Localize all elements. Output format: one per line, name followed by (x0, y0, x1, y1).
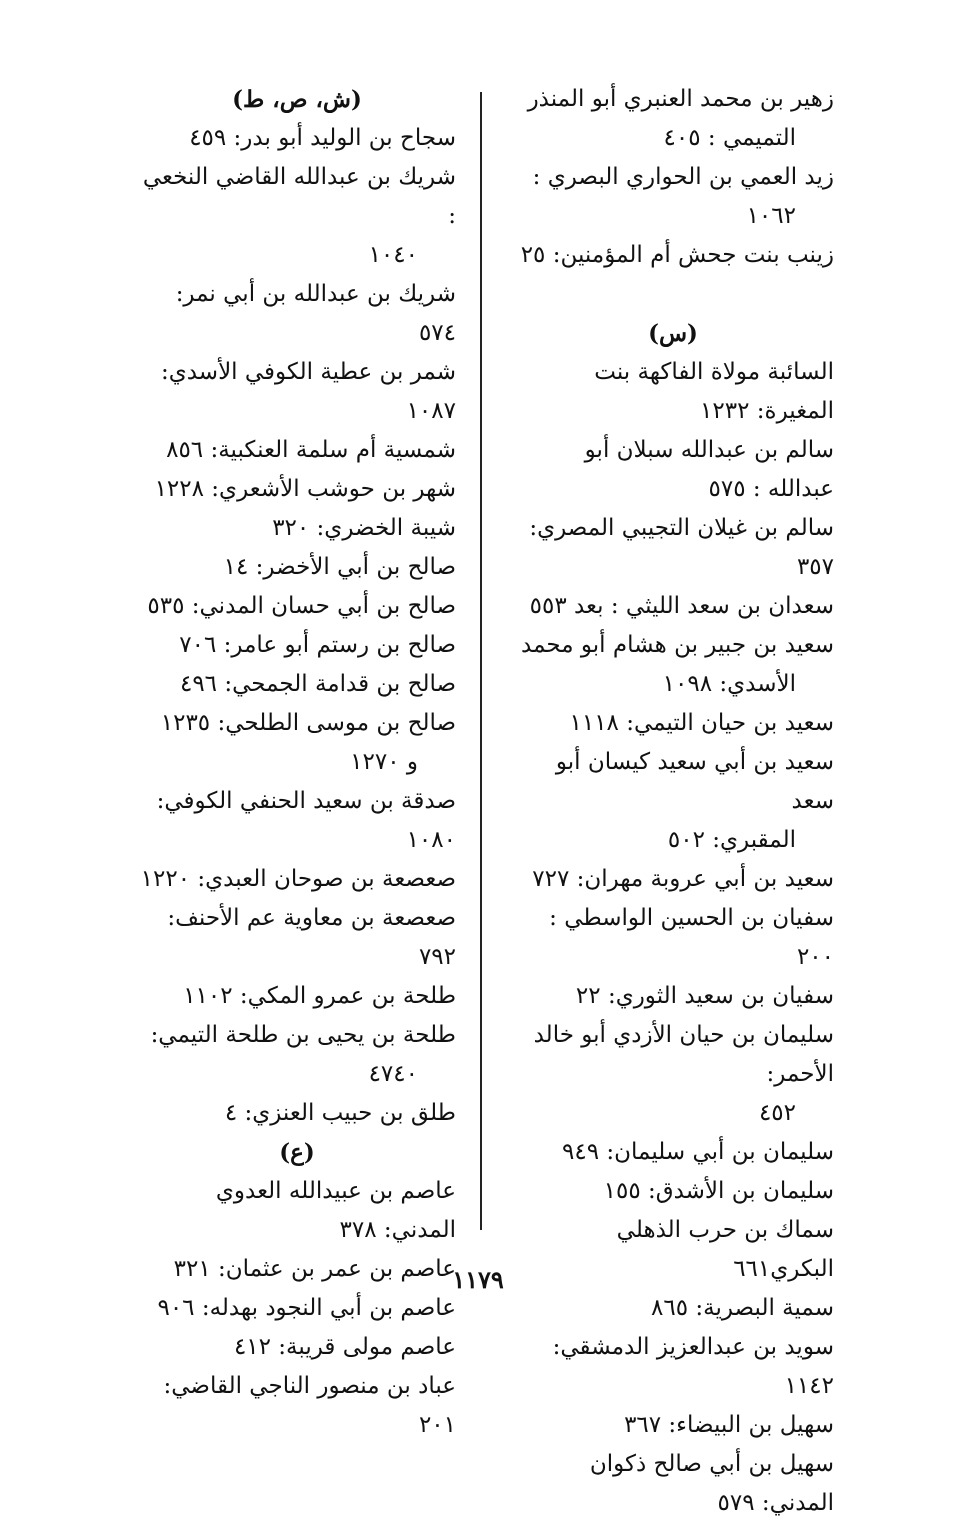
index-entry-text: سالم بن عبدالله سبلان أبو عبدالله : ٥٧٥ (584, 437, 834, 502)
index-entry-text: زيد العمي بن الحواري البصري : (532, 164, 834, 190)
index-entry-text: سعيد بن أبي سعيد كيسان أبو سعد (555, 749, 834, 814)
index-column-right (512, 80, 834, 1523)
index-entry-text: عاصم بن أبي النجود بهدله: ٩٠٦ (157, 1295, 456, 1321)
index-entry-continuation: و ١٢٧٠ (350, 749, 418, 775)
index-entry-text: عاصم بن عمر بن عثمان: ٣٢١ (173, 1256, 456, 1282)
index-entry-text: صالح بن رستم أبو عامر: ٧٠٦ (179, 632, 456, 658)
index-entry-text: سويد بن عبدالعزيز الدمشقي: ١١٤٢ (552, 1334, 834, 1399)
index-entry (512, 1445, 834, 1523)
index-entry (512, 431, 834, 509)
index-entry-continuation: ١٠٤٠ (368, 242, 418, 268)
index-entry (512, 236, 834, 275)
index-entry (138, 509, 456, 548)
index-entry-text: السائبة مولاة الفاكهة بنت المغيرة: ١٢٣٢ (594, 359, 834, 424)
index-entry-text: صدقة بن سعيد الحنفي الكوفي: ١٠٨٠ (156, 788, 456, 853)
index-entry-text: شهر بن حوشب الأشعري: ١٢٢٨ (154, 476, 456, 502)
section-heading: (ع) (279, 1139, 315, 1166)
index-entry-continuation: المقبري: ٥٠٢ (667, 827, 796, 853)
index-entry (138, 1367, 456, 1445)
index-entry-text: سماك بن حرب الذهلي البكري٦٦١ (616, 1217, 834, 1282)
index-entry-text: طلق بن حبيب العنزي: ٤ (224, 1100, 456, 1126)
index-entry (512, 899, 834, 977)
index-entry-text: زينب بنت جحش أم المؤمنين: ٢٥ (520, 242, 834, 268)
index-entry-text: سفيان بن سعيد الثوري: ٢٢ (575, 983, 834, 1009)
index-entry-text: سمية البصرية: ٨٦٥ (651, 1295, 834, 1321)
index-entry-text: شمر بن عطية الكوفي الأسدي: ١٠٨٧ (160, 359, 456, 424)
index-entry-text: سفيان بن الحسين الواسطي : ٢٠٠ (549, 905, 834, 970)
index-entry-text: سعدان بن سعد الليثي : بعد ٥٥٣ (529, 593, 834, 619)
index-entry (512, 1406, 834, 1445)
index-entry-text: سجاح بن الوليد أبو بدر: ٤٥٩ (189, 125, 456, 151)
page-number: ١١٧٩ (452, 1265, 504, 1294)
index-entry (138, 1328, 456, 1367)
index-entry (512, 587, 834, 626)
index-entry (138, 470, 456, 509)
index-entry-continuation: ٤٧٤٠ (368, 1061, 418, 1087)
index-entry (138, 704, 456, 782)
index-entry (138, 1172, 456, 1250)
index-entry (512, 1172, 834, 1211)
index-entry-text: زهير بن محمد العنبري أبو المنذر (527, 86, 834, 112)
index-entry-continuation: ٤٥٢ (758, 1100, 796, 1126)
index-entry-text: سهيل بن أبي صالح ذكوان المدني: ٥٧٩ (589, 1451, 834, 1516)
index-column-left (138, 80, 456, 1445)
index-entry (512, 1328, 834, 1406)
index-entry (138, 860, 456, 899)
index-entry (512, 743, 834, 860)
index-entry (138, 548, 456, 587)
index-entry-text: عباد بن منصور الناجي القاضي: ٢٠١ (163, 1373, 456, 1438)
index-entry (138, 275, 456, 353)
index-entry-text: سعيد بن أبي عروبة مهران: ٧٢٧ (532, 866, 834, 892)
column-divider (480, 92, 482, 1230)
index-entry-continuation: ١٠٦٢ (746, 203, 796, 229)
section-heading: (س) (648, 320, 698, 347)
index-entry-text: طلحة بن عمرو المكي: ١١٠٢ (183, 983, 456, 1009)
index-entry-text: صالح بن أبي حسان المدني: ٥٣٥ (147, 593, 456, 619)
index-entry (138, 587, 456, 626)
index-entry (138, 119, 456, 158)
index-entry (138, 158, 456, 275)
index-entry-text: سليمان بن أبي سليمان: ٩٤٩ (562, 1139, 834, 1165)
index-entry (138, 977, 456, 1016)
index-entry-text: شريك بن عبدالله القاضي النخعي : (142, 164, 456, 229)
index-entry (512, 158, 834, 236)
index-entry (512, 977, 834, 1016)
index-entry (138, 1016, 456, 1094)
index-entry-text: طلحة بن يحيى بن طلحة التيمي: (150, 1022, 456, 1048)
index-entry-text: صعصعة بن معاوية عم الأحنف: ٧٩٢ (167, 905, 456, 970)
index-entry-text: صالح بن أبي الأخضر: ١٤ (223, 554, 456, 580)
index-entry (138, 782, 456, 860)
index-entry (138, 353, 456, 431)
index-entry (512, 704, 834, 743)
index-entry-continuation: الأسدي: ١٠٩٨ (662, 671, 796, 697)
index-entry (512, 860, 834, 899)
index-entry-text: عاصم بن عبيدالله العدوي المدني: ٣٧٨ (215, 1178, 456, 1243)
index-entry-text: صعصعة بن صوحان العبدي: ١٢٢٠ (140, 866, 456, 892)
index-entry (512, 353, 834, 431)
index-entry-continuation: التميمي : ٤٠٥ (663, 125, 796, 151)
index-entry (512, 509, 834, 587)
index-entry-text: شمسية أم سلمة العنكبية: ٨٥٦ (166, 437, 456, 463)
index-entry-text: صالح بن قدامة الجمحي: ٤٩٦ (179, 671, 456, 697)
index-entry (512, 1133, 834, 1172)
index-entry (512, 80, 834, 158)
index-entry-text: سعيد بن حيان التيمي: ١١١٨ (569, 710, 834, 736)
index-entry (138, 1094, 456, 1133)
index-entry (512, 1289, 834, 1328)
index-entry-text: سالم بن غيلان التجيبي المصري: ٣٥٧ (529, 515, 834, 580)
index-entry-text: سهيل بن البيضاء: ٣٦٧ (624, 1412, 834, 1438)
section-gap (512, 275, 834, 314)
index-entry-text: سليمان بن حيان الأزدي أبو خالد الأحمر: (533, 1022, 834, 1087)
index-entry-text: شيبة الخضري: ٣٢٠ (272, 515, 456, 541)
index-entry (138, 626, 456, 665)
index-entry (138, 1289, 456, 1328)
index-entry (138, 665, 456, 704)
index-entry-text: صالح بن موسى الطلحي: ١٢٣٥ (160, 710, 456, 736)
index-entry-text: شريك بن عبدالله بن أبي نمر: ٥٧٤ (175, 281, 456, 346)
index-entry (138, 431, 456, 470)
index-entry-text: سعيد بن جبير بن هشام أبو محمد (521, 632, 834, 658)
index-entry (512, 1016, 834, 1133)
index-entry (512, 626, 834, 704)
index-entry-text: سليمان بن الأشدق: ١٥٥ (603, 1178, 834, 1204)
section-heading: (ش، ص، ط) (232, 86, 362, 113)
index-entry (138, 899, 456, 977)
index-entry-text: عاصم مولى قريبة: ٤١٢ (233, 1334, 456, 1360)
